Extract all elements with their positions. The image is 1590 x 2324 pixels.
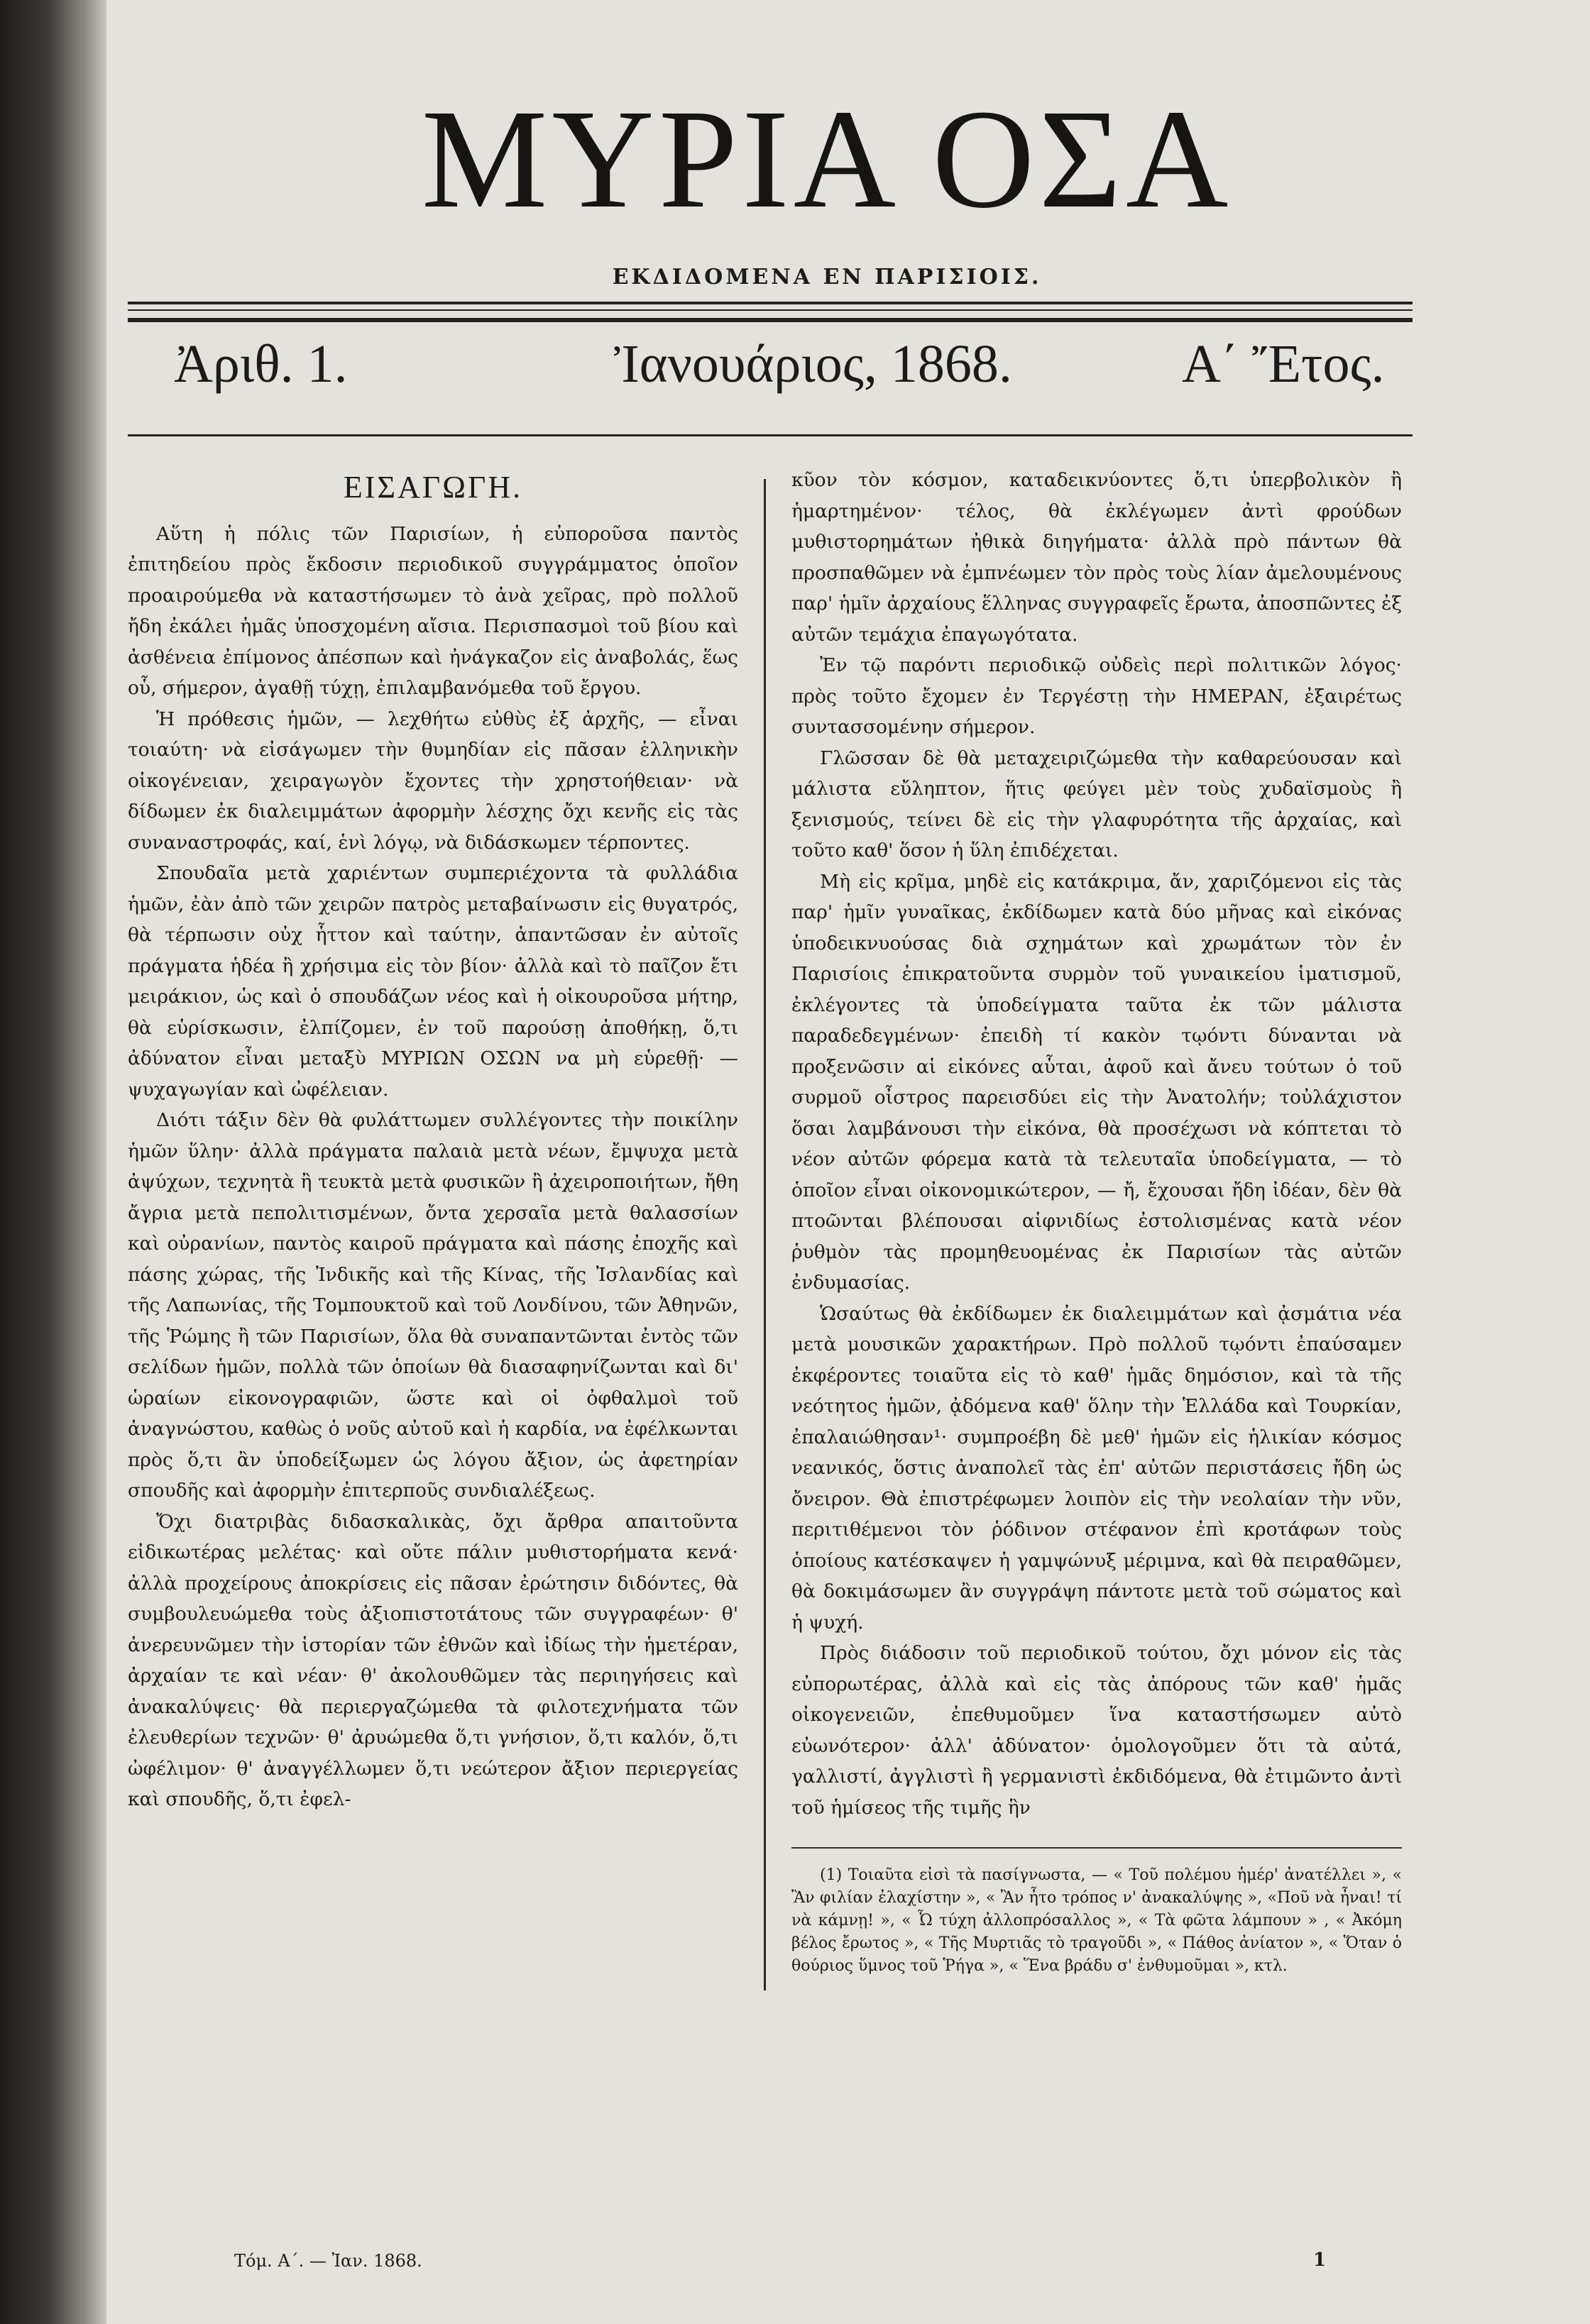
- paragraph: Διότι τάξιν δὲν θὰ φυλάττωμεν συλλέγοντες τὴν ποικίλην ἡμῶν ὕλην· ἀλλὰ πράγματα παλαιὰ μετὰ νέων, ἔμψυχα μετὰ ἀψύχων, τεχνητὰ ἢ τευκτὰ μετὰ φυσικῶν ἢ ἀχειροποιήτων, ἤθη ἄγρια μετὰ πεπολιτισμένων, ὄντα χερσαῖα μετὰ θαλασσίων καὶ οὐρανίων, παντὸς καιροῦ πράγματα καὶ πάσης ἐποχῆς καὶ πάσης χώρας, τῆς Ἰνδικῆς καὶ τῆς Κίνας, τῆς Ἰσλανδίας καὶ τῆς Λαπωνίας, τῆς Τομπουκτοῦ καὶ τοῦ Λονδίνου, τῶν Ἀθηνῶν, τῆς Ῥώμης ἢ τῶν Παρισίων, ὅλα θὰ συναπαντῶνται ἐντὸς τῶν σελίδων ἡμῶν, πολλὰ τῶν ὁποίων θὰ διασαφηνίζωνται καὶ δι' ὡραίων εἰκονογραφιῶν, ὥστε καὶ οἱ ὀφθαλμοὶ τοῦ ἀναγνώστου, καθὼς ὁ νοῦς αὐτοῦ καὶ ἡ καρδία, να ἐφέλκωνται πρὸς ὅ,τι ἂν ὑποδείξωμεν ὡς λόγου ἄξιον, ὡς ἀφετηρίαν σπουδῆς καὶ ἀφορμὴν ἐπιτερποῦς συνδιαλέξεως.: [128, 1109, 738, 1502]
- paragraph: κῦον τὸν κόσμον, καταδεικνύοντες ὅ,τι ὑπερβολικὸν ἢ ἡμαρτημένον· τέλος, θὰ ἐκλέγωμεν ἀντὶ φρούδων μυθιστορημάτων ἠθικὰ διηγήματα· ἀλλὰ πρὸ πάντων θὰ προσπαθῶμεν νὰ ἐμπνέωμεν τὸν πρὸς τοὺς λίαν ἀμελουμένους παρ' ἡμῖν ἀρχαίους ἕλληνας συγγραφεῖς ἔρωτα, ἀποσπῶντες ἐξ αὐτῶν τεμάχια ἐπαγωγότατα.: [791, 469, 1402, 646]
- masthead-rule-top: [128, 302, 1413, 304]
- newspaper-page: [106, 0, 1590, 2324]
- paragraph: Σπουδαῖα μετὰ χαριέντων συμπεριέχοντα τὰ φυλλάδια ἡμῶν, ἐὰν ἀπὸ τῶν χειρῶν πατρὸς μεταβαίνωσιν εἰς θυγατρός, θὰ τέρπωσιν οὐχ ἧττον καὶ ταύτην, ἀπαντῶσαν ἐν αὐτοῖς πράγματα ἡδέα ἢ χρήσιμα εἰς τὸν βίον· ἀλλὰ καὶ τὸ παῖζον ἔτι μειράκιον, ὡς καὶ ὁ σπουδάζων νέος καὶ ἡ οἰκουροῦσα μήτηρ, θὰ εὑρίσκωσιν, ἐλπίζομεν, ἐν τοῦ παρούσῃ ἀποθήκῃ, ὅ,τι ἀδύνατον εἶναι μεταξὺ ΜΥΡΙΩΝ ΟΣΩΝ να μὴ εὑρεθῇ· — ψυχαγωγίαν καὶ ὠφέλειαν.: [128, 862, 738, 1101]
- paragraph: Ὡσαύτως θὰ ἐκδίδωμεν ἐκ διαλειμμάτων καὶ ᾀσμάτια νέα μετὰ μουσικῶν χαρακτήρων. Πρὸ πολλοῦ τῳόντι ἐπαύσαμεν ἐκφέροντες τοιαῦτα εἰς τὸ καθ' ἡμᾶς δημόσιον, καὶ τὰ τῆς νεότητος ἡμῶν, ᾀδόμενα καθ' ὅλην τὴν Ἑλλάδα καὶ Τουρκίαν, ἐπαλαιώθησαν¹· συμπροέβη δὲ μεθ' ἡμῶν εἰς ἡλικίαν κόσμος νεανικός, ὅστις ἀναπολεῖ τὰς ἐπ' αὐτῶν περιστάσεις ἤδη ὡς ὄνειρον. Θὰ ἐπιστρέφωμεν λοιπὸν εἰς τὴν νεολαίαν τὴν νῦν, περιτιθέμενοι τὸν ῥόδινον στέφανον ἐπὶ κροτάφων τοὺς ὁποίους κατέσκαψεν ἡ γαμψώνυξ μέριμνα, καὶ θὰ πειραθῶμεν, θὰ δοκιμάσωμεν ἂν συγγράψη πάντοτε μετὰ τοῦ σώματος καὶ ἡ ψυχή.: [791, 1302, 1402, 1634]
- dateline-rule: [128, 434, 1413, 436]
- page-number: 1: [1313, 2249, 1327, 2271]
- paragraph: Ἡ πρόθεσις ἡμῶν, — λεχθήτω εὐθὺς ἐξ ἀρχῆς, — εἶναι τοιαύτη· νὰ εἰσάγωμεν τὴν θυμηδίαν εἰς πᾶσαν ἑλληνικὴν οἰκογένειαν, χειραγωγὸν ἔχοντες τὴν χρηστοήθειαν· νὰ δίδωμεν ἐκ διαλειμμάτων ἀφορμὴν λέσχης ὄχι κενῆς εἰς τὰς συναναστροφάς, καί, ἑνὶ λόγῳ, νὰ διδάσκωμεν τέρποντες.: [128, 707, 738, 854]
- masthead-rule-thin: [128, 309, 1413, 311]
- volume-line: Τόμ. Α΄. — Ἰαν. 1868.: [234, 2251, 422, 2271]
- issue-year: Α΄ Ἔτος.: [1182, 334, 1385, 394]
- paragraph: Μὴ εἰς κρῖμα, μηδὲ εἰς κατάκριμα, ἄν, χαριζόμενοι εἰς τὰς παρ' ἡμῖν γυναῖκας, ἐκδίδωμεν κατὰ δύο μῆνας καὶ εἰκόνας ὑποδεικνυούσας διὰ σχημάτων καὶ χρωμάτων τὸν ἐν Παρισίοις ἐπικρατοῦντα συρμὸν τοῦ γυναικείου ἱματισμοῦ, ἐκλέγοντες τὰ ὑποδείγματα ταῦτα ἐκ τῶν μάλιστα παραδεδεγμένων· ἐπειδὴ τί κακὸν τῳόντι δύνανται νὰ προξενῶσιν αἱ εἰκόνες αὗται, ἀφοῦ καὶ ἄνευ τούτων ὁ τοῦ συρμοῦ οἶστρος παρεισδύει εἰς τὴν Ἀνατολήν; τοὐλάχιστον ὅσαι λαμβάνουσι τὴν εἰκόνα, θὰ προσέχωσι νὰ κόπτεται τὸ νέον αὐτῶν φόρεμα κατὰ τὰ τελευταῖα ὑποδείγματα, — τὸ ὁποῖον εἶναι οἰκονομικώτερον, — ἤ, ἔχουσαι ἤδη ἰδέαν, δὲν θὰ πτοῶνται βλέπουσαι αἰφνιδίως ἐστολισμένας κατὰ νέον ῥυθμὸν τὰς προμηθευομένας ἐκ Παρισίων τὰς αὐτῶν ἐνδυμασίας.: [791, 870, 1402, 1294]
- issue-date: Ἰανουάριος, 1868.: [614, 334, 1012, 394]
- newspaper-subtitle: ΕΚΔΙΔΟΜΕΝΑ ΕΝ ΠΑΡΙΣΙΟΙΣ.: [612, 265, 1042, 290]
- masthead: [106, 81, 1547, 290]
- article-heading: ΕΙΣΑΓΩΓΗ.: [343, 470, 523, 505]
- column-divider: [764, 479, 766, 1990]
- binding-spine: [0, 0, 106, 2324]
- paragraph: Πρὸς διάδοσιν τοῦ περιοδικοῦ τούτου, ὄχι μόνον εἰς τὰς εὐπορωτέρας, ἀλλὰ καὶ εἰς τὰς ἀπόρους τῶν καθ' ἡμᾶς οἰκογενειῶν, ἐπεθυμοῦμεν ἵνα καταστήσωμεν αὐτὸ εὐωνότερον· ἀλλ' ἀδύνατον· ὁμολογοῦμεν ὅτι τὰ αὐτά, γαλλιστί, ἀγγλιστὶ ἢ γερμανιστὶ ἐκδιδόμενα, θὰ ἐτιμῶντο ἀντὶ τοῦ ἡμίσεος τῆς τιμῆς ἣν: [791, 1642, 1402, 1819]
- paragraph: Αὕτη ἡ πόλις τῶν Παρισίων, ἡ εὐποροῦσα παντὸς ἐπιτηδείου πρὸς ἔκδοσιν περιοδικοῦ συγγράμματος ὁποῖον προαιρούμεθα νὰ καταστήσωμεν τὸ ἀνὰ χεῖρας, πρὸ πολλοῦ ἤδη ἐκάλει ἡμᾶς ὑποσχομένη αἴσια. Περισπασμοὶ τοῦ βίου καὶ ἀσθένεια ἐπίμονος ἀπέσπων καὶ ἠνάγκαζον εἰς ἀναβολάς, ἕως οὗ, σήμερον, ἀγαθῇ τύχῃ, ἐπιλαμβανόμεθα τοῦ ἔργου.: [128, 522, 738, 699]
- footnote: (1) Τοιαῦτα εἰσὶ τὰ πασίγνωστα, — « Τοῦ πολέμου ἡμέρ' ἀνατέλλει », « Ἂν φιλίαν ἐλαχίστην », « Ἂν ἦτο τρόπος ν' ἀνακαλύψης », «Ποῦ νὰ ἦναι! τί νὰ κάμνῃ! », « Ὦ τύχη ἀλλοπρόσαλλος », « Τὰ φῶτα λάμπουν » , « Ἀκόμη βέλος ἔρωτος », « Τῆς Μυρτιᾶς τὸ τραγοῦδι », « Πάθος ἀνίατον », « Ὅταν ὁ θούριος ὕμνος τοῦ Ῥήγα », « Ἕνα βράδυ σ' ἐνθυμοῦμαι », κτλ.: [791, 1866, 1402, 1975]
- paragraph: Ὄχι διατριβὰς διδασκαλικὰς, ὄχι ἄρθρα απαιτοῦντα εἰδικωτέρας μελέτας· καὶ οὔτε πάλιν μυθιστορήματα κενά· ἀλλὰ προχείρους ἀποκρίσεις εἰς πᾶσαν ἐρώτησιν διδόντες, θὰ συμβουλευώμεθα τοὺς ἀξιοπιστοτάτους τῶν συγγραφέων· θ' ἀνερευνῶμεν τὴν ἱστορίαν τῶν ἐθνῶν καὶ ἰδίως τὴν ἡμετέραν, ἀρχαίαν τε καὶ νέαν· θ' ἀκολουθῶμεν τὰς περιηγήσεις καὶ ἀνακαλύψεις· θὰ περιεργαζώμεθα τὰ φιλοτεχνήματα τῶν ἐλευθερίων τεχνῶν· θ' ἀρυώμεθα ὅ,τι γνήσιον, ὅ,τι καλόν, ὅ,τι ὠφέλιμον· θ' ἀναγγέλλωμεν ὅ,τι νεώτερον ἄξιον περιεργείας καὶ σπουδῆς, ὅ,τι ἐφελ-: [128, 1510, 738, 1810]
- masthead-rule-thick: [128, 318, 1413, 322]
- paragraph: Γλῶσσαν δὲ θὰ μεταχειριζώμεθα τὴν καθαρεύουσαν καὶ μάλιστα εὔληπτον, ἥτις φεύγει μὲν τοὺς χυδαϊσμοὺς ἢ ξενισμούς, τείνει δὲ εἰς τὴν γλαφυρότητα τῆς ἀρχαίας, καὶ τοῦτο καθ' ὅσον ἡ ὕλη ἐπιδέχεται.: [791, 747, 1402, 861]
- newspaper-title: ΜΥΡΙΑ ΟΣΑ: [421, 81, 1233, 238]
- footnote-rule: [791, 1847, 1402, 1849]
- paragraph: Ἐν τῷ παρόντι περιοδικῷ οὐδεὶς περὶ πολιτικῶν λόγος· πρὸς τοῦτο ἔχομεν ἐν Τεργέστῃ τὴν ΗΜΕΡΑΝ, ἐξαιρέτως συντασσομένην σήμερον.: [791, 654, 1402, 738]
- issue-number: Ἀριθ. 1.: [174, 334, 348, 394]
- dateline: [174, 334, 1385, 412]
- left-column: [128, 465, 738, 2271]
- right-column: [791, 465, 1402, 2260]
- article-columns: [128, 465, 1427, 2271]
